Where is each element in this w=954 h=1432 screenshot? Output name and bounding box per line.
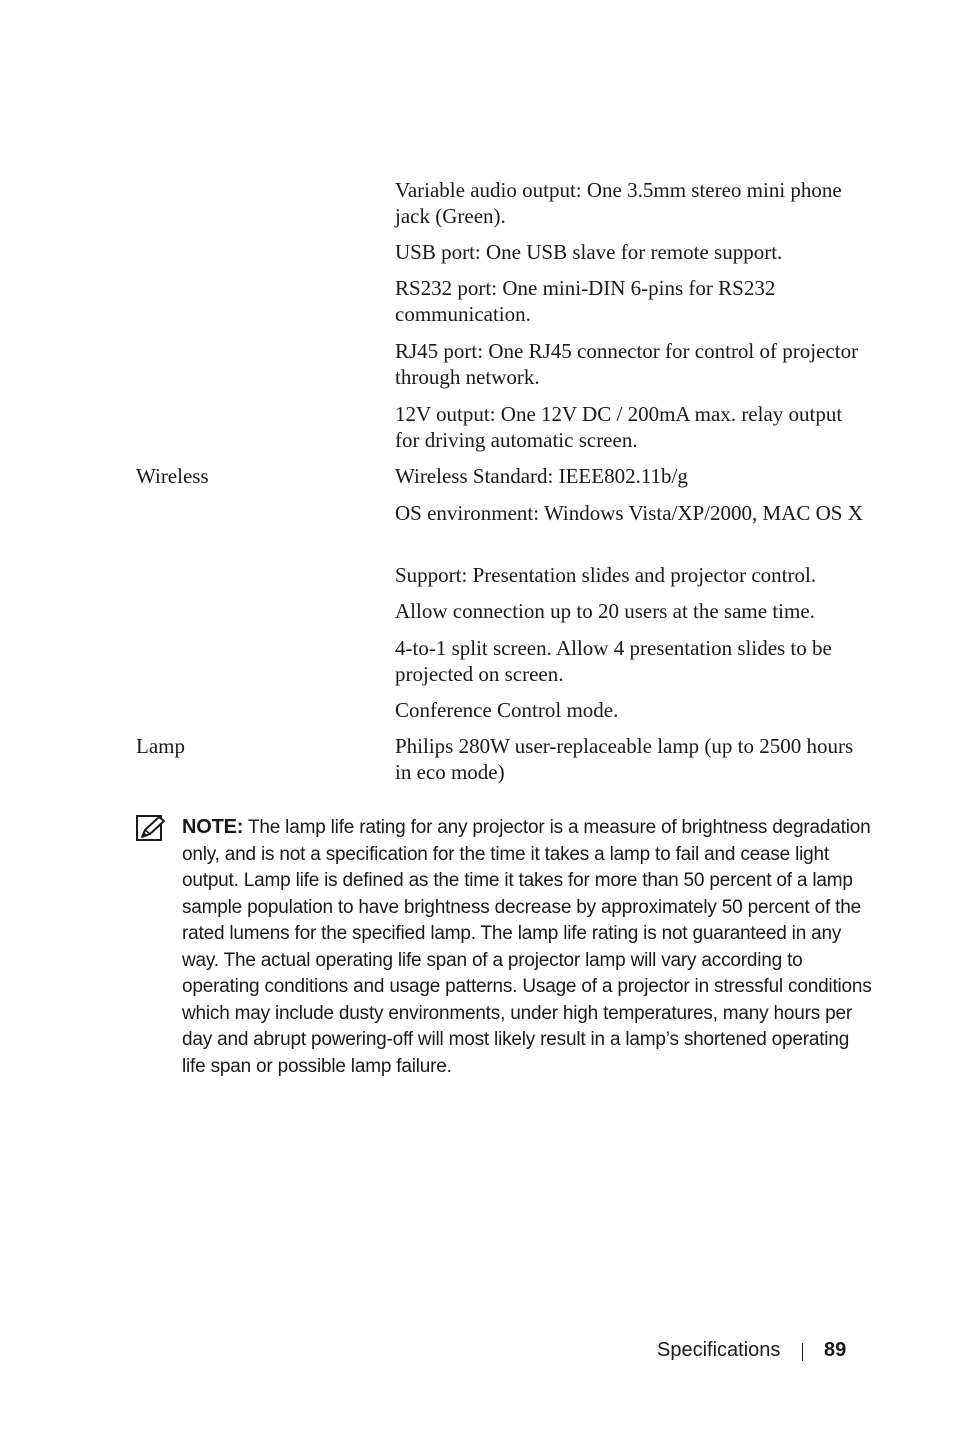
spec-label-lamp: Lamp [136, 734, 185, 758]
note-text: The lamp life rating for any projector is a measure of brightness degradation only, and is not a specification for the time it takes a lamp to fail and cease light output. Lamp life is defined as the time it takes for more than 50 percent of a lamp sample population to have brightness decrease by approximately 50 percent of the rated lumens for the specified lamp. The lamp life rating is not guaranteed in any way. The actual operating life span of a projector lamp will vary according to operating conditions and usage patterns. Usage of a projector in stressful conditions which may include dusty environments, under high temperatures, many hours per day and abrupt powering-off will most likely result in a lamp’s shortened operating life span or possible lamp failure. [182, 817, 872, 1077]
spec-value: Conference Control mode. [395, 698, 619, 722]
note-block [182, 814, 872, 1080]
spec-value: Wireless Standard: IEEE802.11b/g [395, 464, 688, 488]
spec-value: OS environment: Windows Vista/XP/2000, MAC OS X [395, 501, 863, 525]
page-number: 89 [824, 1339, 847, 1361]
spec-value: RS232 port: One mini-DIN 6-pins for RS232 communication. [395, 276, 776, 326]
spec-value: RJ45 port: One RJ45 connector for control of projector through network. [395, 339, 859, 389]
spec-value: 4-to-1 split screen. Allow 4 presentation slides to be projected on screen. [395, 636, 832, 686]
spec-value: Philips 280W user-replaceable lamp (up to 2500 hours in eco mode) [395, 734, 854, 784]
spec-value: Variable audio output: One 3.5mm stereo mini phone jack (Green). [395, 178, 842, 228]
footer-separator [802, 1343, 803, 1361]
spec-value: Support: Presentation slides and projector control. [395, 563, 817, 587]
spec-value: Allow connection up to 20 users at the same time. [395, 599, 815, 623]
note-heading: NOTE: [182, 816, 244, 838]
spec-value: USB port: One USB slave for remote support. [395, 240, 783, 264]
pencil-icon [136, 815, 166, 841]
spec-label-wireless: Wireless [136, 464, 209, 488]
spec-value: 12V output: One 12V DC / 200mA max. relay output for driving automatic screen. [395, 402, 843, 452]
footer-section-title: Specifications [657, 1339, 781, 1361]
